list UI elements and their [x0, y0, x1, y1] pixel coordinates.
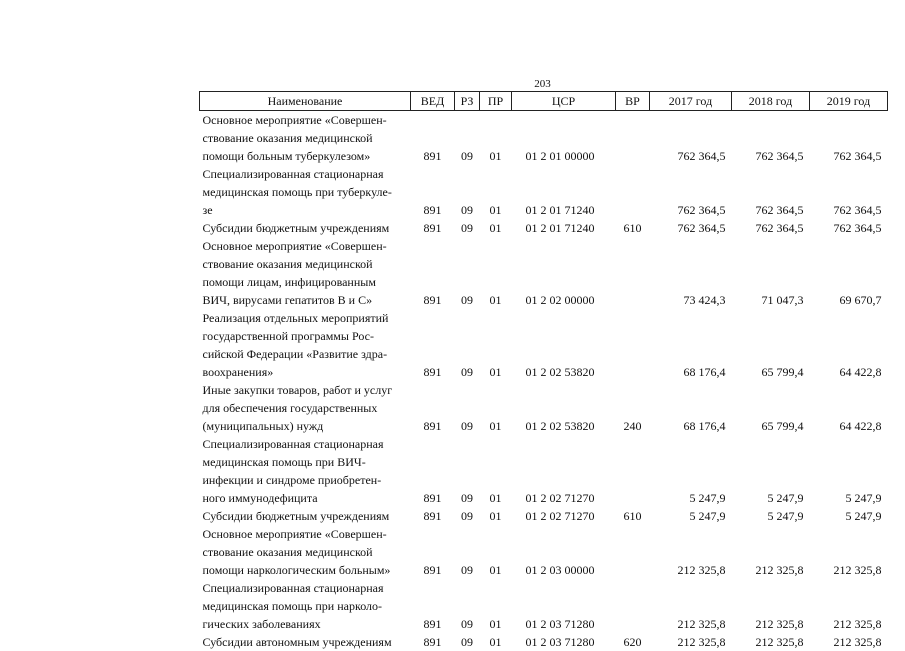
cell-vr — [616, 165, 650, 219]
cell-ved: 891 — [411, 219, 455, 237]
cell-2017: 212 325,8 — [650, 579, 732, 633]
cell-2017: 68 176,4 — [650, 381, 732, 435]
cell-csr: 01 2 03 00000 — [512, 525, 616, 579]
cell-csr: 01 2 02 53820 — [512, 309, 616, 381]
cell-2018: 71 047,3 — [732, 237, 810, 309]
cell-2019: 762 364,5 — [810, 165, 888, 219]
name-line: ного иммунодефицита — [203, 489, 411, 507]
cell-rz: 09 — [455, 309, 480, 381]
cell-ved: 891 — [411, 111, 455, 166]
cell-2018: 212 325,8 — [732, 579, 810, 633]
name-line: Специализированная стационарная — [203, 435, 411, 453]
cell-2018: 65 799,4 — [732, 381, 810, 435]
cell-ved: 891 — [411, 237, 455, 309]
page-number: 203 — [0, 78, 905, 91]
name-line: Специализированная стационарная — [203, 579, 411, 597]
cell-rz: 09 — [455, 111, 480, 166]
cell-vr: 240 — [616, 381, 650, 435]
name-line: Основное мероприятие «Совершен- — [203, 525, 411, 543]
table-row — [200, 381, 888, 435]
cell-2017: 762 364,5 — [650, 165, 732, 219]
cell-pr: 01 — [480, 309, 512, 381]
cell-pr: 01 — [480, 381, 512, 435]
cell-pr: 01 — [480, 507, 512, 525]
cell-2017: 212 325,8 — [650, 633, 732, 651]
column-header-2018: 2018 год — [732, 92, 810, 111]
column-header-name: Наименование — [200, 92, 411, 111]
cell-2018: 762 364,5 — [732, 165, 810, 219]
cell-2018: 762 364,5 — [732, 219, 810, 237]
cell-pr: 01 — [480, 219, 512, 237]
name-line: помощи наркологическим больным» — [203, 561, 411, 579]
table-row — [200, 237, 888, 309]
cell-name — [200, 381, 411, 435]
cell-pr: 01 — [480, 525, 512, 579]
cell-2019: 212 325,8 — [810, 579, 888, 633]
name-line: помощи больным туберкулезом» — [203, 147, 411, 165]
cell-name — [200, 165, 411, 219]
cell-rz: 09 — [455, 435, 480, 507]
name-line: ВИЧ, вирусами гепатитов В и С» — [203, 291, 411, 309]
cell-name — [200, 219, 411, 237]
cell-name — [200, 525, 411, 579]
column-header-pr: ПР — [480, 92, 512, 111]
table-row — [200, 219, 888, 237]
name-line: медицинская помощь при нарколо- — [203, 597, 411, 615]
cell-2019: 64 422,8 — [810, 309, 888, 381]
cell-vr — [616, 237, 650, 309]
cell-2019: 212 325,8 — [810, 633, 888, 651]
cell-ved: 891 — [411, 579, 455, 633]
cell-csr: 01 2 02 71270 — [512, 435, 616, 507]
cell-2018: 65 799,4 — [732, 309, 810, 381]
cell-2019: 212 325,8 — [810, 525, 888, 579]
cell-name — [200, 633, 411, 651]
cell-ved: 891 — [411, 633, 455, 651]
cell-pr: 01 — [480, 165, 512, 219]
name-line: Субсидии бюджетным учреждениям — [203, 219, 411, 237]
name-line: ствование оказания медицинской — [203, 129, 411, 147]
cell-2017: 762 364,5 — [650, 111, 732, 166]
cell-pr: 01 — [480, 435, 512, 507]
cell-2019: 762 364,5 — [810, 219, 888, 237]
cell-pr: 01 — [480, 111, 512, 166]
cell-rz: 09 — [455, 237, 480, 309]
cell-2018: 212 325,8 — [732, 633, 810, 651]
cell-vr — [616, 111, 650, 166]
cell-vr — [616, 309, 650, 381]
column-header-vr: ВР — [616, 92, 650, 111]
cell-2017: 762 364,5 — [650, 219, 732, 237]
cell-name — [200, 507, 411, 525]
cell-ved: 891 — [411, 309, 455, 381]
cell-vr — [616, 579, 650, 633]
column-header-2017: 2017 год — [650, 92, 732, 111]
table-row — [200, 525, 888, 579]
cell-pr: 01 — [480, 633, 512, 651]
cell-name — [200, 435, 411, 507]
cell-vr: 620 — [616, 633, 650, 651]
table-row — [200, 579, 888, 633]
cell-vr: 610 — [616, 507, 650, 525]
name-line: помощи лицам, инфицированным — [203, 273, 411, 291]
cell-ved: 891 — [411, 435, 455, 507]
cell-ved: 891 — [411, 165, 455, 219]
name-line: ствование оказания медицинской — [203, 255, 411, 273]
name-line: ствование оказания медицинской — [203, 543, 411, 561]
cell-2018: 5 247,9 — [732, 435, 810, 507]
cell-csr: 01 2 02 53820 — [512, 381, 616, 435]
name-line: воохранения» — [203, 363, 411, 381]
column-header-2019: 2019 год — [810, 92, 888, 111]
cell-2019: 5 247,9 — [810, 507, 888, 525]
cell-rz: 09 — [455, 165, 480, 219]
name-line: гических заболеваниях — [203, 615, 411, 633]
cell-vr — [616, 525, 650, 579]
name-line: инфекции и синдроме приобретен- — [203, 471, 411, 489]
cell-2019: 69 670,7 — [810, 237, 888, 309]
cell-csr: 01 2 02 71270 — [512, 507, 616, 525]
column-header-csr: ЦСР — [512, 92, 616, 111]
cell-ved: 891 — [411, 381, 455, 435]
table-row — [200, 633, 888, 651]
cell-pr: 01 — [480, 237, 512, 309]
cell-name — [200, 579, 411, 633]
name-line: (муниципальных) нужд — [203, 417, 411, 435]
column-header-rz: РЗ — [455, 92, 480, 111]
table-row — [200, 309, 888, 381]
cell-2019: 5 247,9 — [810, 435, 888, 507]
table-row — [200, 111, 888, 166]
table-row — [200, 507, 888, 525]
column-header-ved: ВЕД — [411, 92, 455, 111]
name-line: Реализация отдельных мероприятий — [203, 309, 411, 327]
cell-2018: 5 247,9 — [732, 507, 810, 525]
name-line: Специализированная стационарная — [203, 165, 411, 183]
cell-csr: 01 2 01 00000 — [512, 111, 616, 166]
cell-ved: 891 — [411, 507, 455, 525]
name-line: Субсидии бюджетным учреждениям — [203, 507, 411, 525]
cell-name — [200, 111, 411, 166]
name-line: Основное мероприятие «Совершен- — [203, 111, 411, 129]
cell-name — [200, 309, 411, 381]
cell-csr: 01 2 01 71240 — [512, 165, 616, 219]
cell-ved: 891 — [411, 525, 455, 579]
cell-pr: 01 — [480, 579, 512, 633]
name-line: Иные закупки товаров, работ и услуг — [203, 381, 411, 399]
cell-2017: 5 247,9 — [650, 435, 732, 507]
cell-vr: 610 — [616, 219, 650, 237]
name-line: Основное мероприятие «Совершен- — [203, 237, 411, 255]
table-body — [200, 111, 888, 651]
cell-vr — [616, 435, 650, 507]
cell-2017: 68 176,4 — [650, 309, 732, 381]
budget-table — [199, 91, 888, 651]
name-line: медицинская помощь при ВИЧ- — [203, 453, 411, 471]
cell-csr: 01 2 03 71280 — [512, 633, 616, 651]
cell-2017: 73 424,3 — [650, 237, 732, 309]
cell-csr: 01 2 01 71240 — [512, 219, 616, 237]
cell-csr: 01 2 02 00000 — [512, 237, 616, 309]
cell-2017: 5 247,9 — [650, 507, 732, 525]
name-line: сийской Федерации «Развитие здра- — [203, 345, 411, 363]
cell-rz: 09 — [455, 381, 480, 435]
name-line: для обеспечения государственных — [203, 399, 411, 417]
table-header-row — [200, 92, 888, 111]
cell-name — [200, 237, 411, 309]
name-line: Субсидии автономным учреждениям — [203, 633, 411, 651]
cell-2019: 762 364,5 — [810, 111, 888, 166]
table-row — [200, 435, 888, 507]
cell-rz: 09 — [455, 219, 480, 237]
cell-rz: 09 — [455, 507, 480, 525]
cell-2017: 212 325,8 — [650, 525, 732, 579]
table-row — [200, 165, 888, 219]
name-line: медицинская помощь при туберкуле- — [203, 183, 411, 201]
cell-2018: 212 325,8 — [732, 525, 810, 579]
cell-rz: 09 — [455, 579, 480, 633]
cell-2019: 64 422,8 — [810, 381, 888, 435]
cell-rz: 09 — [455, 633, 480, 651]
cell-csr: 01 2 03 71280 — [512, 579, 616, 633]
name-line: зе — [203, 201, 411, 219]
cell-rz: 09 — [455, 525, 480, 579]
name-line: государственной программы Рос- — [203, 327, 411, 345]
cell-2018: 762 364,5 — [732, 111, 810, 166]
